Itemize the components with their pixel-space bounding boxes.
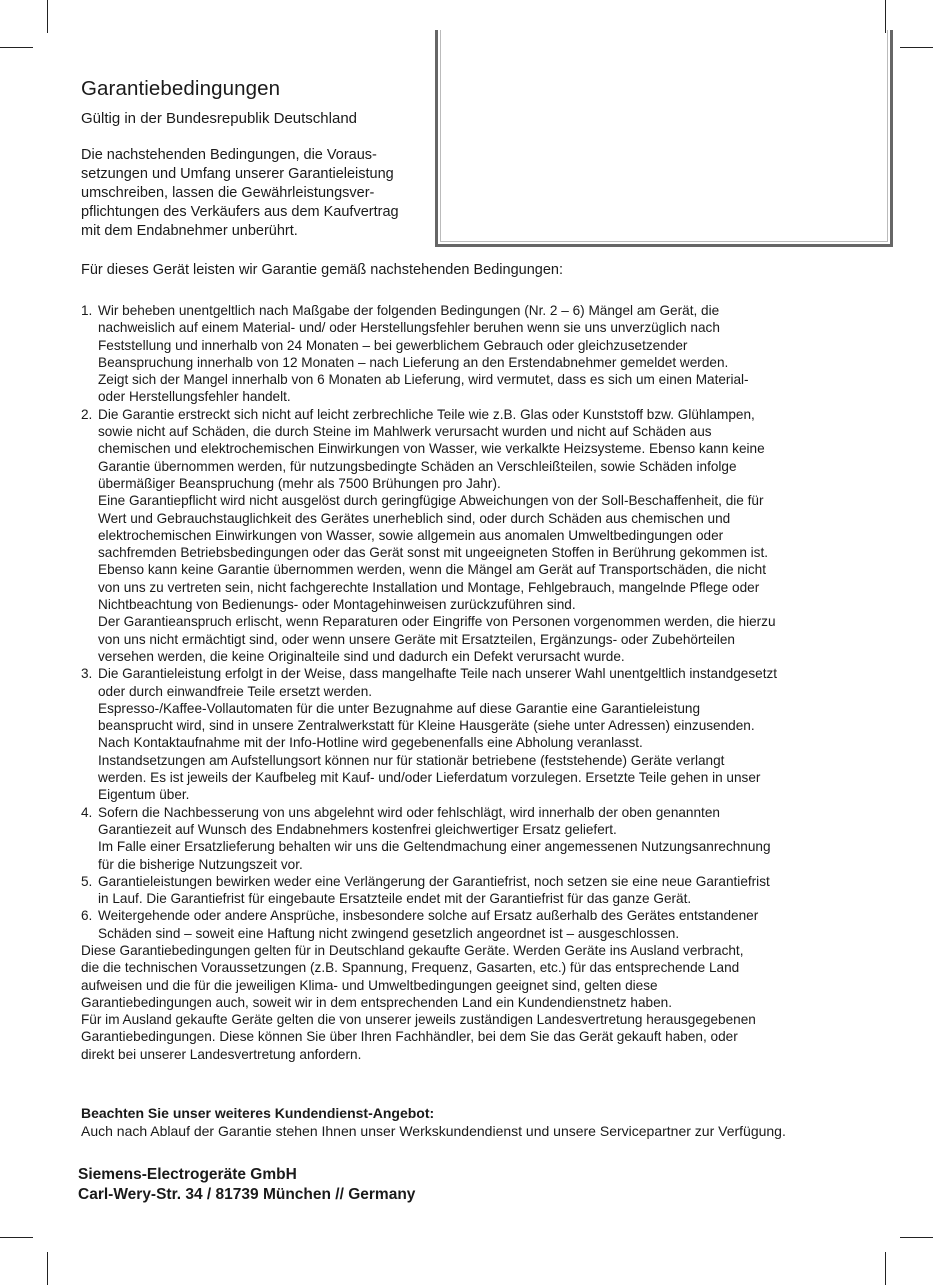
- service-notice: [81, 1104, 786, 1140]
- item-line: sowie nicht auf Schäden, die durch Steine im Mahlwerk verursacht wurden und nicht auf Schäden aus: [98, 424, 712, 440]
- intro-line: setzungen und Umfang unserer Garantieleistung: [81, 166, 394, 182]
- closing-line: Garantiebedingungen. Diese können Sie über Ihren Fachhändler, bei dem Sie das Gerät gekauft haben, oder: [81, 1029, 738, 1045]
- item-line: Wir beheben unentgeltlich nach Maßgabe der folgenden Bedingungen (Nr. 2 – 6) Mängel am Gerät, die: [98, 303, 720, 318]
- item-line: Nichtbeachtung von Bedienungs- oder Montagehinweisen zurückzuführen sind.: [98, 597, 576, 613]
- item-line: Eine Garantiepflicht wird nicht ausgelöst durch geringfügige Abweichungen von der Soll-Beschaffenheit, die für: [98, 493, 764, 509]
- condition-item-5: [81, 873, 861, 908]
- crop-mark-bottom-left: [47, 1252, 48, 1285]
- item-line: Der Garantieanspruch erlischt, wenn Reparaturen oder Eingriffe von Personen vorgenommen werden, die hierzu: [98, 614, 776, 630]
- item-line: Garantie übernommen werden, für nutzungsbedingte Schäden an Verschleißteilen, sowie Schäden infolge: [98, 458, 737, 474]
- crop-mark-top-right-h: [900, 47, 933, 48]
- dealer-stamp-box: [435, 30, 893, 247]
- intro-line: umschreiben, lassen die Gewährleistungsver-: [81, 185, 375, 201]
- company-name: Siemens-Electrogeräte GmbH: [78, 1166, 297, 1183]
- closing-line: Garantiebedingungen auch, soweit wir in dem entsprechenden Land ein Kundendienstnetz haben.: [81, 994, 672, 1010]
- closing-line: Diese Garantiebedingungen gelten für in Deutschland gekaufte Geräte. Werden Geräte ins Ausland verbracht,: [81, 942, 744, 958]
- item-line: von uns zu vertreten sein, nicht fachgerechte Installation und Montage, Fehlgebrauch, mangelnde Pflege oder: [98, 579, 760, 595]
- closing-line: aufweisen und die für die jeweiligen Klima- und Umweltbedingungen geeignet sind, gelten diese: [81, 977, 658, 993]
- company-block: [78, 1165, 415, 1205]
- item-line: Beanspruchung innerhalb von 12 Monaten – nach Lieferung an den Erstendabnehmer gemeldet werden.: [98, 354, 729, 370]
- item-line: Weitergehende oder andere Ansprüche, insbesondere solche auf Ersatz außerhalb des Gerätes entstandener: [98, 908, 759, 924]
- crop-mark-bottom-right-h: [900, 1237, 933, 1238]
- item-line: von uns nicht ermächtigt sind, oder wenn unsere Geräte mit Ersatzteilen, Ergänzungs- oder Zubehörteilen: [98, 631, 735, 647]
- item-number: 2.: [81, 406, 93, 422]
- condition-item-2: [81, 406, 861, 665]
- item-line: Eigentum über.: [98, 787, 190, 803]
- closing-line: Für im Ausland gekaufte Geräte gelten die von unserer jeweils zuständigen Landesvertretung herausgegebenen: [81, 1012, 756, 1028]
- item-line: Garantiezeit auf Wunsch des Endabnehmers kostenfrei gleichwertiger Ersatz geliefert.: [98, 821, 617, 837]
- condition-item-6: [81, 907, 861, 942]
- closing-paragraph: [81, 942, 861, 1063]
- item-line: werden. Es ist jeweils der Kaufbeleg mit Kauf- und/oder Lieferdatum vorzulegen. Ersetzte Teile gehen in unser: [98, 770, 761, 786]
- service-notice-heading: Beachten Sie unser weiteres Kundendienst-Angebot:: [81, 1105, 435, 1121]
- condition-item-1: [81, 302, 861, 406]
- crop-mark-bottom-left-h: [0, 1237, 33, 1238]
- crop-mark-top-left-h: [0, 47, 33, 48]
- closing-line: die die technischen Voraussetzungen (z.B. Spannung, Frequenz, Gasarten, etc.) für das entsprechende Land: [81, 960, 740, 976]
- crop-mark-top-right: [885, 0, 886, 33]
- item-number: 6.: [81, 908, 93, 924]
- item-line: elektrochemischen Einwirkungen von Wasser, sowie allgemein aus anomalen Umweltbedingungen oder: [98, 527, 724, 543]
- item-number: 4.: [81, 804, 93, 820]
- item-line: Die Garantie erstreckt sich nicht auf leicht zerbrechliche Teile wie z.B. Glas oder Kunststoff bzw. Glühlampen,: [98, 406, 755, 422]
- lead-sentence: Für dieses Gerät leisten wir Garantie gemäß nachstehenden Bedingungen:: [81, 262, 564, 278]
- item-number: 3.: [81, 666, 93, 682]
- item-line: Garantieleistungen bewirken weder eine Verlängerung der Garantiefrist, noch setzen sie eine neue Garantiefrist: [98, 873, 770, 889]
- item-line: beansprucht wird, sind in unsere Zentralwerkstatt für Kleine Hausgeräte (siehe unter Adressen) einzusenden.: [98, 718, 755, 734]
- intro-line: mit dem Endabnehmer unberührt.: [81, 223, 298, 239]
- page-title: Garantiebedingungen: [81, 77, 281, 100]
- item-line: Sofern die Nachbesserung von uns abgelehnt wird oder fehlschlägt, wird innerhalb der oben genannten: [98, 804, 720, 820]
- item-line: Im Falle einer Ersatzlieferung behalten wir uns die Geltendmachung einer angemessenen Nutzungsanrechnung: [98, 839, 771, 855]
- item-line: Feststellung und innerhalb von 24 Monaten – bei gewerblichem Gebrauch oder gleichzusetzender: [98, 337, 688, 353]
- service-notice-text: Auch nach Ablauf der Garantie stehen Ihnen unser Werkskundendienst und unsere Servicepartner zur Verfügung.: [81, 1123, 786, 1139]
- page-subtitle: Gültig in der Bundesrepublik Deutschland: [81, 110, 357, 127]
- item-line: Ebenso kann keine Garantie übernommen werden, wenn die Mängel am Gerät auf Transportschäden, die nicht: [98, 562, 766, 578]
- crop-mark-top-left: [47, 0, 48, 33]
- condition-item-4: [81, 804, 861, 873]
- item-line: Zeigt sich der Mangel innerhalb von 6 Monaten ab Lieferung, wird vermutet, dass es sich um einen Material-: [98, 372, 749, 388]
- item-line: Espresso-/Kaffee-Vollautomaten für die unter Bezugnahme auf diese Garantie eine Garantieleistung: [98, 700, 701, 716]
- closing-line: direkt bei unserer Landesvertretung anfordern.: [81, 1046, 362, 1062]
- intro-paragraph: [81, 146, 431, 241]
- conditions-list: [81, 302, 861, 1063]
- item-line: Wert und Gebrauchstauglichkeit des Gerätes unerheblich sind, oder durch Schäden aus chemischen und: [98, 510, 731, 526]
- item-line: oder Herstellungsfehler handelt.: [98, 389, 291, 405]
- condition-item-3: [81, 665, 861, 803]
- item-line: sachfremden Betriebsbedingungen oder das Gerät sonst mit ungeeigneten Stoffen in Berührung gekommen ist.: [98, 545, 769, 561]
- item-line: Instandsetzungen am Aufstellungsort können nur für stationär betriebene (feststehende) Geräte verlangt: [98, 752, 725, 768]
- item-line: versehen werden, die keine Originalteile sind und dadurch ein Defekt verursacht wurde.: [98, 648, 625, 664]
- item-line: Schäden sind – soweit eine Haftung nicht zwingend gesetzlich angeordnet ist – ausgeschlossen.: [98, 925, 680, 941]
- company-address: Carl-Wery-Str. 34 / 81739 München // Germany: [78, 1186, 416, 1203]
- item-line: nachweislich auf einem Material- und/ oder Herstellungsfehler beruhen wenn sie uns unverzüglich nach: [98, 320, 720, 336]
- crop-mark-bottom-right: [885, 1252, 886, 1285]
- item-line: Nach Kontaktaufnahme mit der Info-Hotline wird gegebenenfalls eine Abholung veranlasst.: [98, 735, 643, 751]
- item-line: übermäßiger Beanspruchung (mehr als 7500 Brühungen pro Jahr).: [98, 475, 501, 491]
- item-line: in Lauf. Die Garantiefrist für eingebaute Ersatzteile endet mit der Garantiefrist für das ganze Gerät.: [98, 891, 692, 907]
- item-line: für die bisherige Nutzungszeit vor.: [98, 856, 303, 872]
- item-line: Die Garantieleistung erfolgt in der Weise, dass mangelhafte Teile nach unserer Wahl unentgeltlich instandgesetzt: [98, 666, 778, 682]
- intro-line: Die nachstehenden Bedingungen, die Voraus-: [81, 147, 377, 163]
- item-line: chemischen und elektrochemischen Einwirkungen von Wasser, wie verkalkte Heizsysteme. Ebenso kann keine: [98, 441, 765, 457]
- intro-line: pflichtungen des Verkäufers aus dem Kaufvertrag: [81, 204, 399, 220]
- item-line: oder durch einwandfreie Teile ersetzt werden.: [98, 683, 373, 699]
- item-number: 5.: [81, 873, 93, 889]
- item-number: 1.: [81, 303, 93, 318]
